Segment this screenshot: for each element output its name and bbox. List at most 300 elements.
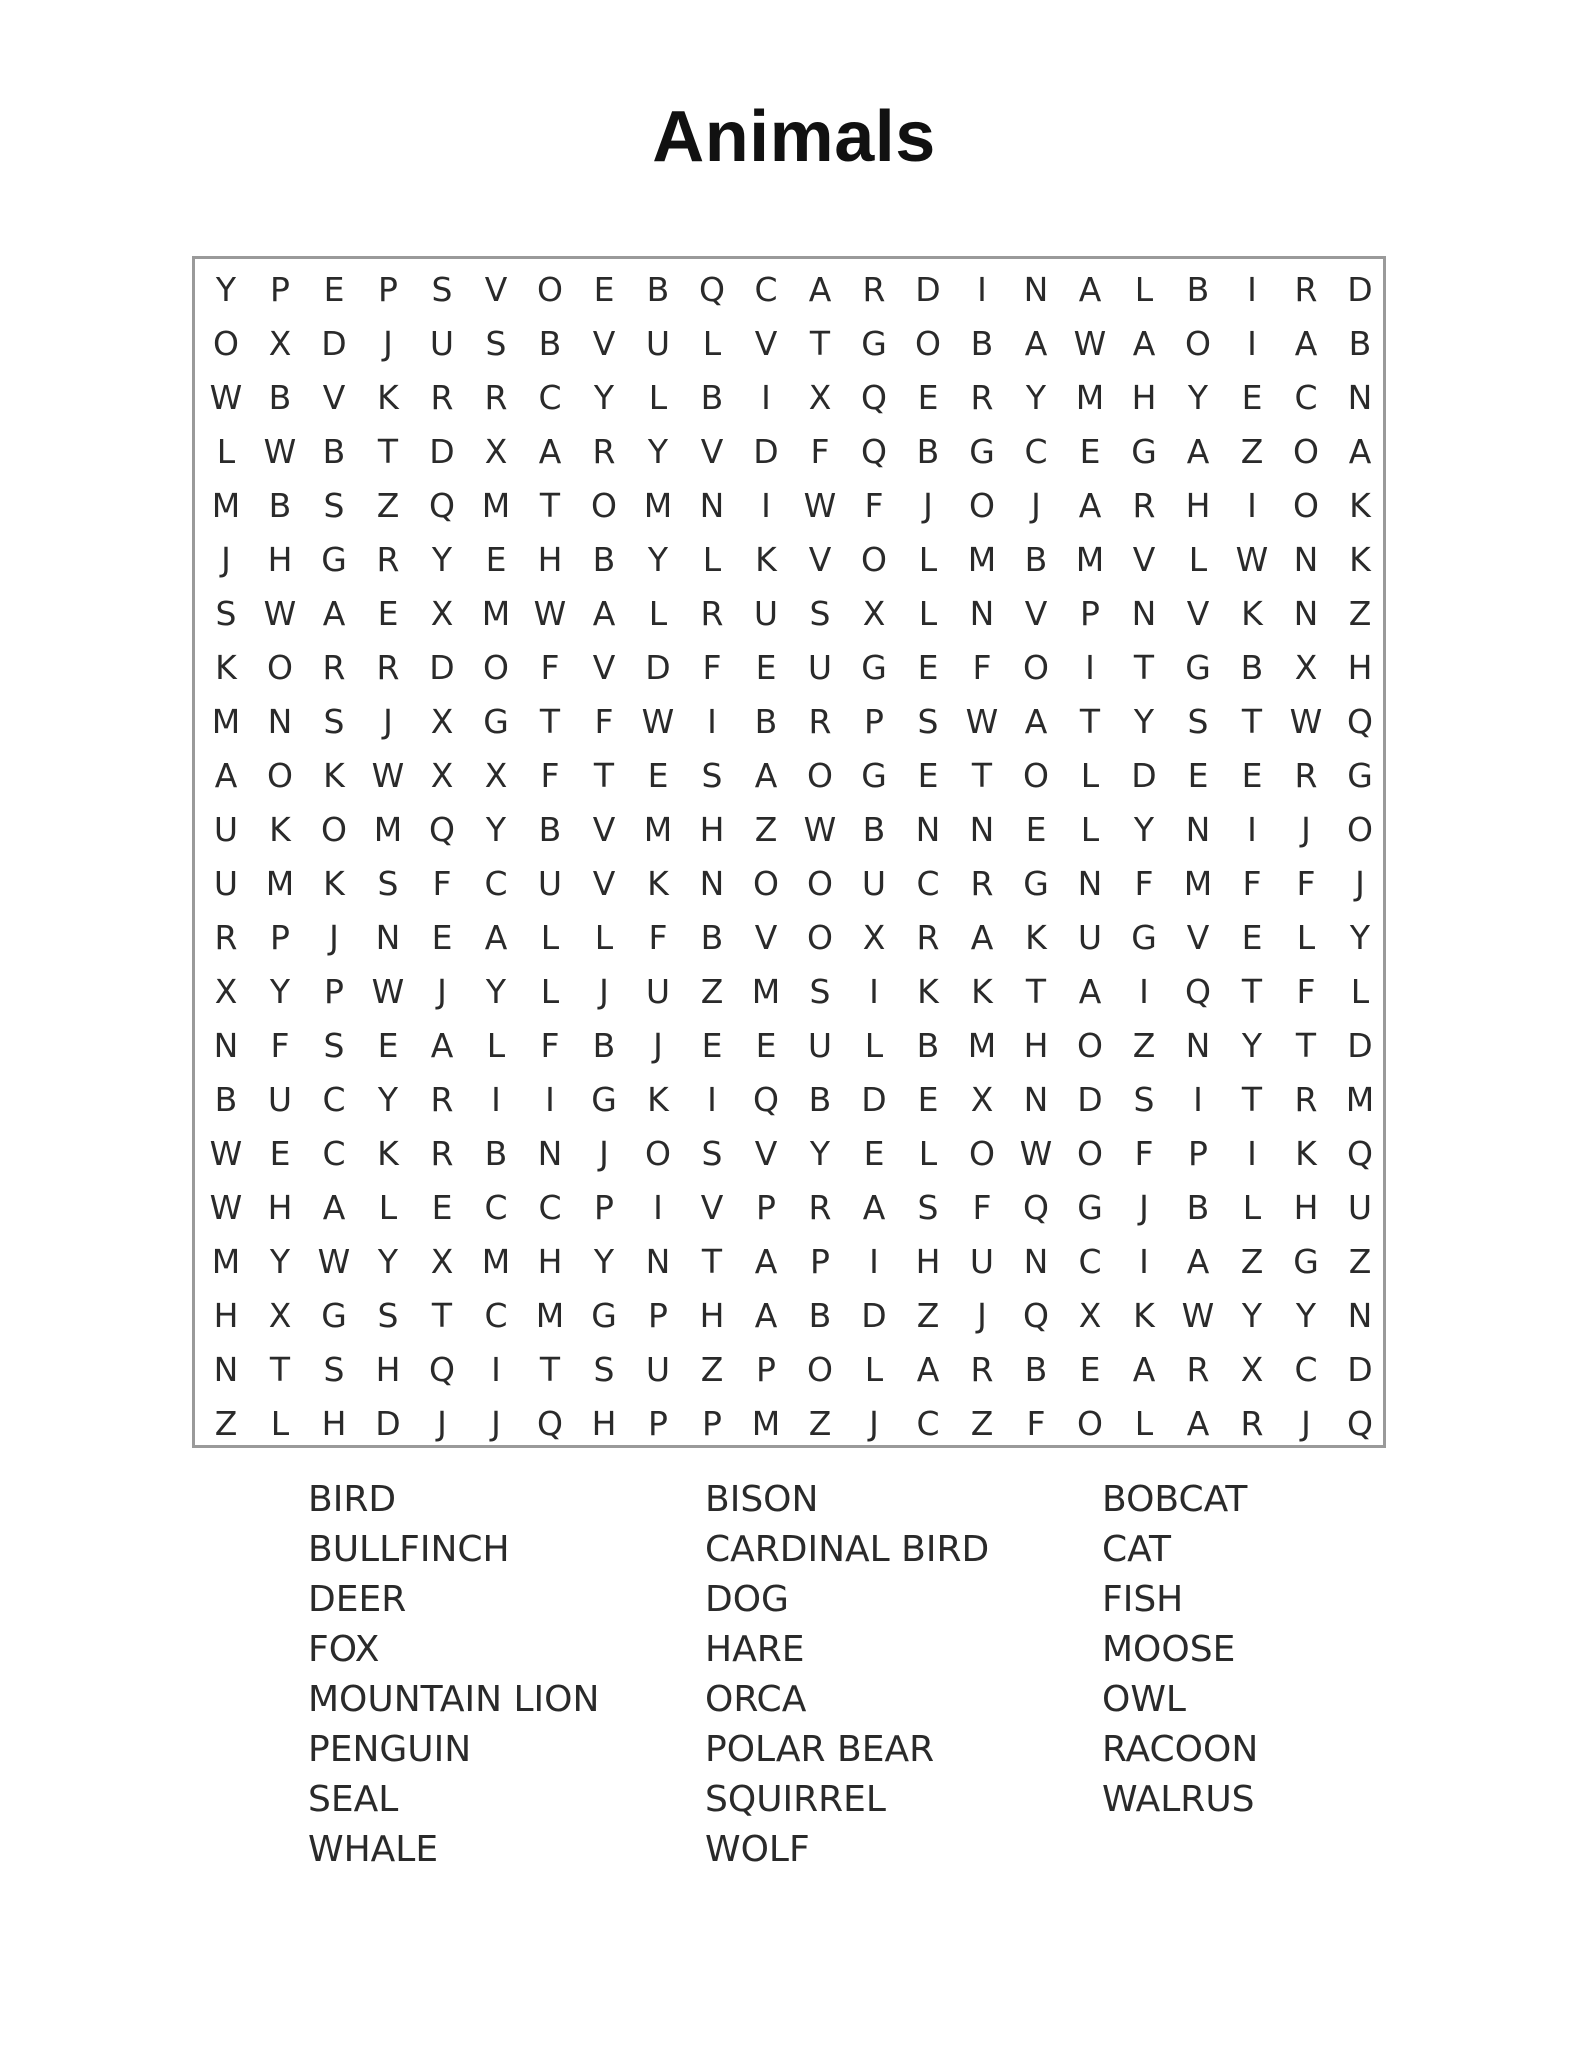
grid-cell[interactable]: I: [977, 270, 987, 309]
grid-cell[interactable]: R: [808, 1188, 832, 1227]
grid-cell[interactable]: U: [429, 324, 455, 363]
grid-cell[interactable]: Q: [861, 378, 887, 417]
grid-cell[interactable]: D: [375, 1404, 401, 1443]
grid-cell[interactable]: V: [592, 324, 616, 363]
grid-cell[interactable]: K: [269, 810, 291, 849]
grid-cell[interactable]: Y: [1241, 1026, 1263, 1065]
grid-cell[interactable]: D: [1347, 1350, 1373, 1389]
grid-cell[interactable]: I: [707, 1080, 717, 1119]
grid-cell[interactable]: E: [377, 1026, 399, 1065]
grid-cell[interactable]: K: [323, 756, 345, 795]
grid-cell[interactable]: L: [378, 1188, 398, 1227]
grid-cell[interactable]: W: [1289, 702, 1323, 741]
grid-cell[interactable]: Q: [1347, 1404, 1373, 1443]
grid-cell[interactable]: D: [1347, 270, 1373, 309]
grid-cell[interactable]: K: [647, 1080, 669, 1119]
grid-cell[interactable]: O: [213, 324, 239, 363]
grid-cell[interactable]: P: [1188, 1134, 1208, 1173]
grid-cell[interactable]: B: [700, 378, 724, 417]
grid-cell[interactable]: W: [371, 756, 405, 795]
grid-cell[interactable]: Y: [431, 540, 453, 579]
grid-cell[interactable]: T: [269, 1350, 291, 1389]
grid-cell[interactable]: Y: [269, 972, 291, 1011]
grid-cell[interactable]: Z: [1240, 432, 1264, 471]
grid-cell[interactable]: T: [701, 1242, 723, 1281]
grid-cell[interactable]: G: [1077, 1188, 1103, 1227]
grid-cell[interactable]: K: [215, 648, 237, 687]
grid-cell[interactable]: A: [754, 1242, 778, 1281]
grid-cell[interactable]: C: [916, 864, 940, 903]
grid-cell[interactable]: J: [1301, 810, 1311, 849]
grid-cell[interactable]: E: [863, 1134, 885, 1173]
grid-cell[interactable]: V: [754, 1134, 778, 1173]
grid-cell[interactable]: X: [430, 756, 454, 795]
grid-cell[interactable]: Z: [214, 1404, 238, 1443]
grid-cell[interactable]: Q: [1347, 1134, 1373, 1173]
grid-cell[interactable]: J: [437, 972, 447, 1011]
grid-cell[interactable]: K: [377, 378, 399, 417]
grid-cell[interactable]: P: [378, 270, 398, 309]
grid-cell[interactable]: U: [861, 864, 887, 903]
grid-cell[interactable]: O: [915, 324, 941, 363]
grid-cell[interactable]: L: [1188, 540, 1208, 579]
grid-cell[interactable]: L: [918, 594, 938, 633]
grid-cell[interactable]: N: [699, 486, 725, 525]
grid-cell[interactable]: P: [648, 1404, 668, 1443]
grid-cell[interactable]: S: [323, 1026, 345, 1065]
grid-cell[interactable]: H: [267, 1188, 293, 1227]
grid-cell[interactable]: K: [1349, 540, 1371, 579]
grid-cell[interactable]: F: [1296, 864, 1316, 903]
grid-cell[interactable]: H: [1023, 1026, 1049, 1065]
grid-cell[interactable]: J: [383, 702, 393, 741]
grid-cell[interactable]: O: [969, 1134, 995, 1173]
grid-cell[interactable]: I: [1193, 1080, 1203, 1119]
grid-cell[interactable]: I: [1247, 810, 1257, 849]
grid-cell[interactable]: G: [861, 756, 887, 795]
grid-cell[interactable]: E: [917, 756, 939, 795]
grid-cell[interactable]: H: [1347, 648, 1373, 687]
grid-cell[interactable]: A: [1078, 270, 1102, 309]
grid-cell[interactable]: F: [1296, 972, 1316, 1011]
grid-cell[interactable]: J: [869, 1404, 879, 1443]
grid-cell[interactable]: T: [1241, 702, 1263, 741]
grid-cell[interactable]: N: [699, 864, 725, 903]
grid-cell[interactable]: N: [1185, 1026, 1211, 1065]
grid-cell[interactable]: M: [1075, 540, 1105, 579]
grid-cell[interactable]: I: [869, 1242, 879, 1281]
grid-cell[interactable]: J: [1139, 1188, 1149, 1227]
grid-cell[interactable]: Z: [376, 486, 400, 525]
grid-cell[interactable]: A: [916, 1350, 940, 1389]
grid-cell[interactable]: A: [1186, 1242, 1210, 1281]
grid-cell[interactable]: N: [1077, 864, 1103, 903]
grid-cell[interactable]: G: [1293, 1242, 1319, 1281]
grid-cell[interactable]: Z: [1132, 1026, 1156, 1065]
grid-cell[interactable]: W: [1019, 1134, 1053, 1173]
grid-cell[interactable]: E: [917, 378, 939, 417]
grid-cell[interactable]: G: [1131, 918, 1157, 957]
grid-cell[interactable]: D: [1347, 1026, 1373, 1065]
grid-cell[interactable]: Q: [1347, 702, 1373, 741]
grid-cell[interactable]: M: [481, 486, 511, 525]
grid-cell[interactable]: X: [484, 756, 508, 795]
grid-cell[interactable]: L: [918, 540, 938, 579]
grid-cell[interactable]: M: [751, 1404, 781, 1443]
grid-cell[interactable]: L: [702, 540, 722, 579]
grid-cell[interactable]: O: [483, 648, 509, 687]
grid-cell[interactable]: J: [977, 1296, 987, 1335]
grid-cell[interactable]: O: [645, 1134, 671, 1173]
grid-cell[interactable]: V: [1186, 918, 1210, 957]
grid-cell[interactable]: M: [373, 810, 403, 849]
grid-cell[interactable]: K: [1241, 594, 1263, 633]
grid-cell[interactable]: P: [702, 1404, 722, 1443]
grid-cell[interactable]: T: [1241, 1080, 1263, 1119]
grid-cell[interactable]: D: [861, 1296, 887, 1335]
grid-cell[interactable]: Q: [429, 810, 455, 849]
grid-cell[interactable]: N: [1347, 378, 1373, 417]
grid-cell[interactable]: X: [970, 1080, 994, 1119]
grid-cell[interactable]: R: [1294, 270, 1318, 309]
grid-cell[interactable]: S: [917, 702, 939, 741]
grid-cell[interactable]: E: [1025, 810, 1047, 849]
grid-cell[interactable]: G: [591, 1296, 617, 1335]
grid-cell[interactable]: T: [593, 756, 615, 795]
grid-cell[interactable]: F: [810, 432, 830, 471]
grid-cell[interactable]: A: [754, 1296, 778, 1335]
grid-cell[interactable]: V: [592, 864, 616, 903]
grid-cell[interactable]: W: [209, 1188, 243, 1227]
grid-cell[interactable]: Y: [593, 378, 615, 417]
grid-cell[interactable]: G: [1347, 756, 1373, 795]
grid-cell[interactable]: J: [329, 918, 339, 957]
grid-cell[interactable]: S: [215, 594, 237, 633]
grid-cell[interactable]: Y: [1133, 810, 1155, 849]
grid-cell[interactable]: H: [699, 1296, 725, 1335]
grid-cell[interactable]: R: [1186, 1350, 1210, 1389]
grid-cell[interactable]: R: [916, 918, 940, 957]
grid-cell[interactable]: R: [808, 702, 832, 741]
grid-cell[interactable]: P: [270, 918, 290, 957]
grid-cell[interactable]: J: [1031, 486, 1041, 525]
grid-cell[interactable]: U: [807, 648, 833, 687]
grid-cell[interactable]: V: [592, 648, 616, 687]
grid-cell[interactable]: A: [1348, 432, 1372, 471]
grid-cell[interactable]: X: [430, 702, 454, 741]
grid-cell[interactable]: S: [377, 1296, 399, 1335]
grid-cell[interactable]: E: [755, 1026, 777, 1065]
grid-cell[interactable]: J: [1301, 1404, 1311, 1443]
grid-cell[interactable]: B: [538, 324, 562, 363]
grid-cell[interactable]: R: [214, 918, 238, 957]
grid-cell[interactable]: H: [267, 540, 293, 579]
grid-cell[interactable]: K: [647, 864, 669, 903]
grid-cell[interactable]: U: [537, 864, 563, 903]
grid-cell[interactable]: P: [864, 702, 884, 741]
grid-cell[interactable]: X: [1240, 1350, 1264, 1389]
grid-cell[interactable]: R: [430, 1080, 454, 1119]
grid-cell[interactable]: W: [263, 594, 297, 633]
grid-cell[interactable]: F: [1026, 1404, 1046, 1443]
grid-cell[interactable]: P: [1080, 594, 1100, 633]
grid-cell[interactable]: Z: [916, 1296, 940, 1335]
grid-cell[interactable]: N: [1023, 270, 1049, 309]
grid-cell[interactable]: M: [751, 972, 781, 1011]
grid-cell[interactable]: S: [323, 702, 345, 741]
grid-cell[interactable]: S: [917, 1188, 939, 1227]
grid-cell[interactable]: L: [540, 918, 560, 957]
grid-cell[interactable]: H: [1185, 486, 1211, 525]
grid-cell[interactable]: W: [371, 972, 405, 1011]
grid-cell[interactable]: B: [214, 1080, 238, 1119]
grid-cell[interactable]: F: [1134, 1134, 1154, 1173]
grid-cell[interactable]: W: [533, 594, 567, 633]
grid-cell[interactable]: P: [756, 1188, 776, 1227]
grid-cell[interactable]: A: [1024, 702, 1048, 741]
grid-cell[interactable]: Y: [485, 810, 507, 849]
grid-cell[interactable]: E: [917, 1080, 939, 1119]
grid-cell[interactable]: N: [1293, 540, 1319, 579]
grid-cell[interactable]: F: [1242, 864, 1262, 903]
grid-cell[interactable]: R: [862, 270, 886, 309]
grid-cell[interactable]: R: [700, 594, 724, 633]
grid-cell[interactable]: R: [970, 378, 994, 417]
grid-cell[interactable]: D: [1131, 756, 1157, 795]
grid-cell[interactable]: O: [1023, 648, 1049, 687]
grid-cell[interactable]: N: [1293, 594, 1319, 633]
grid-cell[interactable]: O: [267, 756, 293, 795]
grid-cell[interactable]: P: [756, 1350, 776, 1389]
grid-cell[interactable]: Z: [808, 1404, 832, 1443]
grid-cell[interactable]: N: [969, 810, 995, 849]
grid-cell[interactable]: V: [1132, 540, 1156, 579]
grid-cell[interactable]: K: [971, 972, 993, 1011]
grid-cell[interactable]: P: [810, 1242, 830, 1281]
grid-cell[interactable]: F: [540, 756, 560, 795]
grid-cell[interactable]: O: [1077, 1404, 1103, 1443]
grid-cell[interactable]: V: [754, 918, 778, 957]
grid-cell[interactable]: P: [594, 1188, 614, 1227]
grid-cell[interactable]: H: [321, 1404, 347, 1443]
grid-cell[interactable]: L: [270, 1404, 290, 1443]
grid-cell[interactable]: C: [322, 1080, 346, 1119]
grid-cell[interactable]: G: [1023, 864, 1049, 903]
grid-cell[interactable]: I: [545, 1080, 555, 1119]
grid-cell[interactable]: S: [431, 270, 453, 309]
grid-cell[interactable]: W: [209, 1134, 243, 1173]
grid-cell[interactable]: I: [707, 702, 717, 741]
grid-cell[interactable]: R: [1240, 1404, 1264, 1443]
grid-cell[interactable]: D: [429, 432, 455, 471]
grid-cell[interactable]: L: [702, 324, 722, 363]
grid-cell[interactable]: K: [377, 1134, 399, 1173]
grid-cell[interactable]: M: [481, 594, 511, 633]
grid-cell[interactable]: V: [700, 1188, 724, 1227]
grid-cell[interactable]: S: [323, 486, 345, 525]
grid-cell[interactable]: O: [969, 486, 995, 525]
grid-cell[interactable]: M: [1183, 864, 1213, 903]
grid-cell[interactable]: U: [645, 972, 671, 1011]
grid-cell[interactable]: O: [1293, 486, 1319, 525]
grid-cell[interactable]: I: [1247, 486, 1257, 525]
grid-cell[interactable]: O: [807, 918, 833, 957]
grid-cell[interactable]: E: [701, 1026, 723, 1065]
grid-cell[interactable]: A: [970, 918, 994, 957]
grid-cell[interactable]: S: [701, 1134, 723, 1173]
grid-cell[interactable]: C: [916, 1404, 940, 1443]
grid-cell[interactable]: Y: [809, 1134, 831, 1173]
grid-cell[interactable]: L: [648, 594, 668, 633]
grid-cell[interactable]: L: [1350, 972, 1370, 1011]
grid-cell[interactable]: Y: [1349, 918, 1371, 957]
grid-cell[interactable]: O: [1347, 810, 1373, 849]
grid-cell[interactable]: Q: [1023, 1296, 1049, 1335]
grid-cell[interactable]: V: [808, 540, 832, 579]
grid-cell[interactable]: N: [645, 1242, 671, 1281]
grid-cell[interactable]: X: [268, 1296, 292, 1335]
grid-cell[interactable]: V: [322, 378, 346, 417]
grid-cell[interactable]: C: [1294, 378, 1318, 417]
grid-cell[interactable]: B: [1186, 1188, 1210, 1227]
grid-cell[interactable]: H: [591, 1404, 617, 1443]
grid-cell[interactable]: J: [383, 324, 393, 363]
grid-cell[interactable]: U: [645, 324, 671, 363]
grid-cell[interactable]: E: [1187, 756, 1209, 795]
grid-cell[interactable]: B: [700, 918, 724, 957]
grid-cell[interactable]: B: [592, 1026, 616, 1065]
grid-cell[interactable]: U: [753, 594, 779, 633]
grid-cell[interactable]: X: [268, 324, 292, 363]
grid-cell[interactable]: F: [594, 702, 614, 741]
grid-cell[interactable]: I: [491, 1350, 501, 1389]
grid-cell[interactable]: J: [491, 1404, 501, 1443]
grid-cell[interactable]: O: [1293, 432, 1319, 471]
grid-cell[interactable]: A: [322, 594, 346, 633]
grid-cell[interactable]: A: [322, 1188, 346, 1227]
grid-cell[interactable]: E: [269, 1134, 291, 1173]
grid-cell[interactable]: R: [1294, 1080, 1318, 1119]
grid-cell[interactable]: H: [213, 1296, 239, 1335]
grid-cell[interactable]: B: [754, 702, 778, 741]
grid-cell[interactable]: F: [972, 648, 992, 687]
grid-cell[interactable]: N: [1347, 1296, 1373, 1335]
grid-cell[interactable]: R: [592, 432, 616, 471]
grid-cell[interactable]: A: [592, 594, 616, 633]
grid-cell[interactable]: B: [1348, 324, 1372, 363]
grid-cell[interactable]: A: [1186, 1404, 1210, 1443]
grid-cell[interactable]: Y: [1133, 702, 1155, 741]
grid-cell[interactable]: W: [209, 378, 243, 417]
grid-cell[interactable]: B: [1240, 648, 1264, 687]
grid-cell[interactable]: L: [594, 918, 614, 957]
grid-cell[interactable]: X: [1294, 648, 1318, 687]
grid-cell[interactable]: R: [484, 378, 508, 417]
grid-cell[interactable]: F: [432, 864, 452, 903]
grid-cell[interactable]: I: [1139, 1242, 1149, 1281]
grid-cell[interactable]: S: [1133, 1080, 1155, 1119]
grid-cell[interactable]: Q: [537, 1404, 563, 1443]
grid-cell[interactable]: T: [539, 702, 561, 741]
grid-cell[interactable]: M: [535, 1296, 565, 1335]
grid-cell[interactable]: E: [755, 648, 777, 687]
grid-cell[interactable]: K: [1349, 486, 1371, 525]
grid-cell[interactable]: L: [648, 378, 668, 417]
grid-cell[interactable]: G: [483, 702, 509, 741]
grid-cell[interactable]: O: [537, 270, 563, 309]
grid-cell[interactable]: M: [967, 1026, 997, 1065]
grid-cell[interactable]: M: [1075, 378, 1105, 417]
grid-cell[interactable]: K: [917, 972, 939, 1011]
grid-cell[interactable]: O: [321, 810, 347, 849]
grid-cell[interactable]: L: [1242, 1188, 1262, 1227]
grid-cell[interactable]: K: [1133, 1296, 1155, 1335]
grid-cell[interactable]: Z: [1348, 1242, 1372, 1281]
grid-cell[interactable]: K: [1295, 1134, 1317, 1173]
grid-cell[interactable]: V: [754, 324, 778, 363]
grid-cell[interactable]: Y: [377, 1080, 399, 1119]
grid-cell[interactable]: R: [1132, 486, 1156, 525]
grid-cell[interactable]: X: [430, 1242, 454, 1281]
grid-cell[interactable]: X: [430, 594, 454, 633]
grid-cell[interactable]: A: [1024, 324, 1048, 363]
grid-cell[interactable]: W: [317, 1242, 351, 1281]
grid-cell[interactable]: C: [322, 1134, 346, 1173]
grid-cell[interactable]: L: [486, 1026, 506, 1065]
grid-cell[interactable]: Y: [485, 972, 507, 1011]
grid-cell[interactable]: F: [648, 918, 668, 957]
grid-cell[interactable]: G: [1185, 648, 1211, 687]
grid-cell[interactable]: U: [1347, 1188, 1373, 1227]
grid-cell[interactable]: L: [540, 972, 560, 1011]
grid-cell[interactable]: D: [915, 270, 941, 309]
grid-cell[interactable]: I: [761, 378, 771, 417]
grid-cell[interactable]: I: [869, 972, 879, 1011]
grid-cell[interactable]: B: [1186, 270, 1210, 309]
grid-cell[interactable]: W: [641, 702, 675, 741]
grid-cell[interactable]: Q: [699, 270, 725, 309]
grid-cell[interactable]: S: [809, 972, 831, 1011]
grid-cell[interactable]: I: [653, 1188, 663, 1227]
grid-cell[interactable]: C: [484, 1188, 508, 1227]
grid-cell[interactable]: S: [593, 1350, 615, 1389]
grid-cell[interactable]: T: [539, 486, 561, 525]
grid-cell[interactable]: K: [1025, 918, 1047, 957]
grid-cell[interactable]: E: [647, 756, 669, 795]
grid-cell[interactable]: H: [375, 1350, 401, 1389]
grid-cell[interactable]: L: [1134, 1404, 1154, 1443]
grid-cell[interactable]: W: [965, 702, 999, 741]
grid-cell[interactable]: W: [1181, 1296, 1215, 1335]
grid-cell[interactable]: U: [213, 864, 239, 903]
grid-cell[interactable]: B: [268, 378, 292, 417]
grid-cell[interactable]: G: [1131, 432, 1157, 471]
grid-cell[interactable]: N: [1131, 594, 1157, 633]
grid-cell[interactable]: A: [1294, 324, 1318, 363]
grid-cell[interactable]: Z: [700, 1350, 724, 1389]
grid-cell[interactable]: O: [1077, 1026, 1103, 1065]
grid-cell[interactable]: G: [861, 324, 887, 363]
grid-cell[interactable]: E: [1079, 432, 1101, 471]
grid-cell[interactable]: M: [967, 540, 997, 579]
grid-cell[interactable]: L: [216, 432, 236, 471]
grid-cell[interactable]: Y: [215, 270, 237, 309]
grid-cell[interactable]: R: [430, 378, 454, 417]
grid-cell[interactable]: F: [864, 486, 884, 525]
grid-cell[interactable]: N: [213, 1026, 239, 1065]
grid-cell[interactable]: U: [645, 1350, 671, 1389]
grid-cell[interactable]: Q: [429, 1350, 455, 1389]
